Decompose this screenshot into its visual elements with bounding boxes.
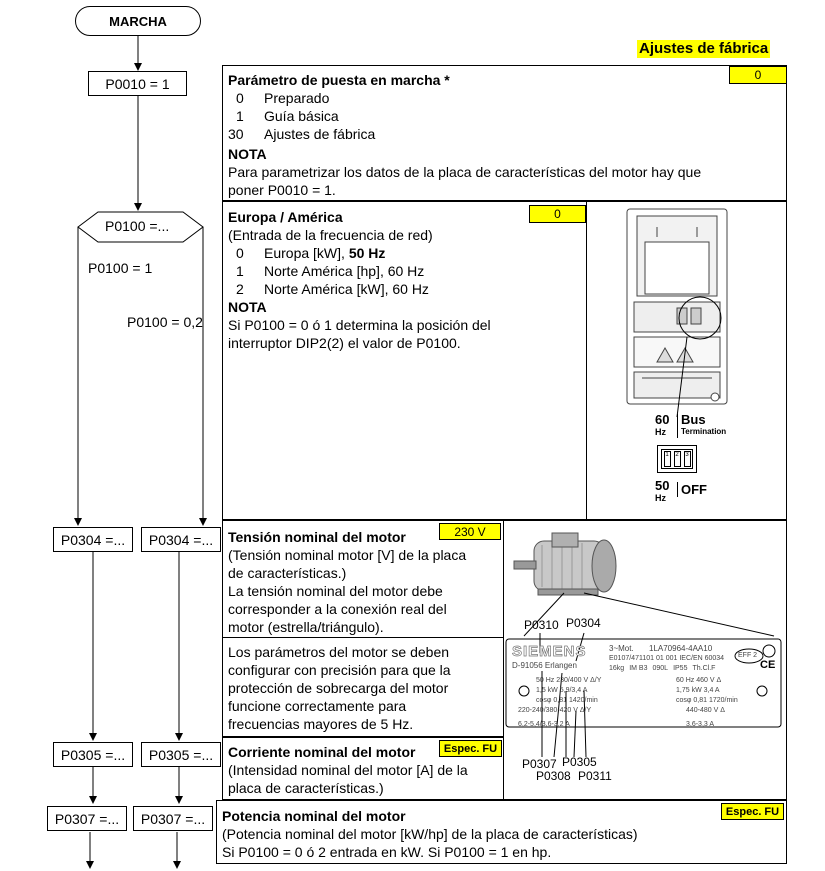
motor-note-line-4: frecuencias mayores de 5 Hz. [228, 716, 414, 732]
inverter-illustration-panel [586, 201, 787, 520]
p0304-line-2: La tensión nominal del motor debe [228, 583, 443, 599]
p0100-option-1: 1 Norte América [hp], 60 Hz [236, 263, 425, 279]
p0010-option-0: 0 Preparado [236, 90, 330, 106]
p0100-subtitle: (Entrada de la frecuencia de red) [228, 227, 433, 243]
p0305-line-1: placa de características.) [228, 780, 384, 796]
p0100-title: Europa / América [228, 209, 343, 225]
p0304-line-0: (Tensión nominal motor [V] de la placa [228, 547, 467, 563]
nameplate-brand: SIEMENS [512, 643, 587, 660]
p0304-line-4: motor (estrella/triángulo). [228, 619, 384, 635]
start-terminal: MARCHA [75, 6, 201, 36]
p0010-default-badge: 0 [729, 66, 787, 84]
callout-p0304: P0304 [566, 616, 601, 630]
p0304-box-left: P0304 =... [53, 527, 133, 552]
callout-p0311: P0311 [578, 769, 612, 783]
dip-60hz: 60 Hz [655, 412, 670, 437]
p0305-box-left: P0305 =... [53, 742, 133, 767]
p0100-decision-label: P0100 =... [105, 218, 170, 234]
p0100-option-2: 2 Norte América [kW], 60 Hz [236, 281, 429, 297]
p0307-box-right: P0307 =... [133, 806, 213, 831]
callout-p0305: P0305 [562, 755, 597, 769]
p0307-line-1: Si P0100 = 0 ó 2 entrada en kW. Si P0100 = 1 en hp. [222, 844, 552, 860]
nameplate-standard: E0107/471101 01 001 IEC/EN 60034 [609, 655, 725, 662]
p0010-title: Parámetro de puesta en marcha * [228, 72, 450, 88]
p0305-line-0: (Intensidad nominal del motor [A] de la [228, 762, 468, 778]
nameplate-origin: D-91056 Erlangen [512, 661, 577, 670]
p0010-note-line2: poner P0010 = 1. [228, 182, 336, 198]
nameplate-motor-type: 3~Mot. [609, 644, 634, 653]
motor-note-line-2: protección de sobrecarga del motor [228, 680, 449, 696]
p0304-box-right: P0304 =... [141, 527, 221, 552]
callout-p0307: P0307 [522, 757, 557, 771]
dip-off-label: OFF [677, 482, 707, 497]
p0307-box-left: P0307 =... [47, 806, 127, 831]
nameplate-50hz-block: 50 Hz 230/400 V Δ/Y 1,5 kW 5,9/3,4 A cosφ 0,81 1420/min 220-240/380-420 V Δ/Y 6,2-5,4/3,6-3,2 A [518, 677, 602, 728]
p0304-line-3: corresponder a la conexión real del [228, 601, 447, 617]
p0010-note-title: NOTA [228, 146, 267, 162]
p0010-note-line1: Para parametrizar los datos de la placa de características del motor hay que [228, 164, 702, 180]
motor-nameplate-panel [503, 520, 787, 800]
nameplate-efficiency: EFF 2 [738, 652, 758, 659]
motor-note-line-0: Los parámetros del motor se deben [228, 644, 450, 660]
callout-p0308: P0308 [536, 769, 571, 783]
p0305-title: Corriente nominal del motor [228, 744, 416, 760]
motor-note-line-1: configurar con precisión para que la [228, 662, 451, 678]
p0305-box-right: P0305 =... [141, 742, 221, 767]
callout-p0310: P0310 [524, 618, 559, 632]
p0100-default-badge: 0 [529, 205, 586, 223]
p0100-note-title: NOTA [228, 299, 267, 315]
p0307-default-badge: Espec. FU [721, 803, 784, 820]
p0010-option-30: 30 Ajustes de fábrica [228, 126, 376, 142]
dip-switch-1[interactable]: 1 [664, 451, 671, 467]
p0100-eq02-label: P0100 = 0,2 [127, 314, 203, 330]
factory-settings-heading: Ajustes de fábrica [639, 40, 769, 57]
motor-note-panel [222, 637, 504, 737]
nameplate-60hz-block: 60 Hz 460 V Δ 1,75 kW 3,4 A cosφ 0,81 1720/min 440-480 V Δ 3,6-3,3 A [676, 677, 738, 728]
nameplate-specs-row: 16kg IM B3 090L IP55 Th.Cl.F [609, 665, 716, 672]
p0100-option-0: 0 Europa [kW], 50 Hz [236, 245, 386, 261]
p0304-line-1: de características.) [228, 565, 347, 581]
motor-note-line-3: funcione correctamente para [228, 698, 407, 714]
p0100-note-line2: interruptor DIP2(2) el valor de P0100. [228, 335, 461, 351]
p0307-line-0: (Potencia nominal del motor [kW/hp] de la placa de características) [222, 826, 638, 842]
p0100-eq1-label: P0100 = 1 [88, 260, 153, 276]
dip-50hz: 50 Hz [655, 478, 670, 503]
p0305-panel [222, 737, 504, 800]
p0305-default-badge: Espec. FU [439, 740, 502, 757]
p0304-default-badge: 230 V [439, 523, 501, 540]
dip-bus-label: Bus Termination [677, 414, 726, 438]
p0307-title: Potencia nominal del motor [222, 808, 406, 824]
dip-switch-block [657, 445, 697, 473]
nameplate-ce-mark: CE [760, 659, 776, 671]
p0010-option-1: 1 Guía básica [236, 108, 339, 124]
p0100-panel [222, 201, 587, 520]
p0304-panel [222, 520, 504, 638]
p0304-title: Tensión nominal del motor [228, 529, 406, 545]
p0307-panel [216, 800, 787, 864]
dip-switch-2[interactable]: 2 [674, 451, 681, 467]
p0010-panel [222, 65, 787, 201]
p0010-box: P0010 = 1 [88, 71, 187, 96]
p0100-note-line1: Si P0100 = 0 ó 1 determina la posición del [228, 317, 491, 333]
nameplate-order-no: 1LA70964-4AA10 [649, 644, 713, 653]
dip-switch-3[interactable]: 3 [684, 451, 691, 467]
